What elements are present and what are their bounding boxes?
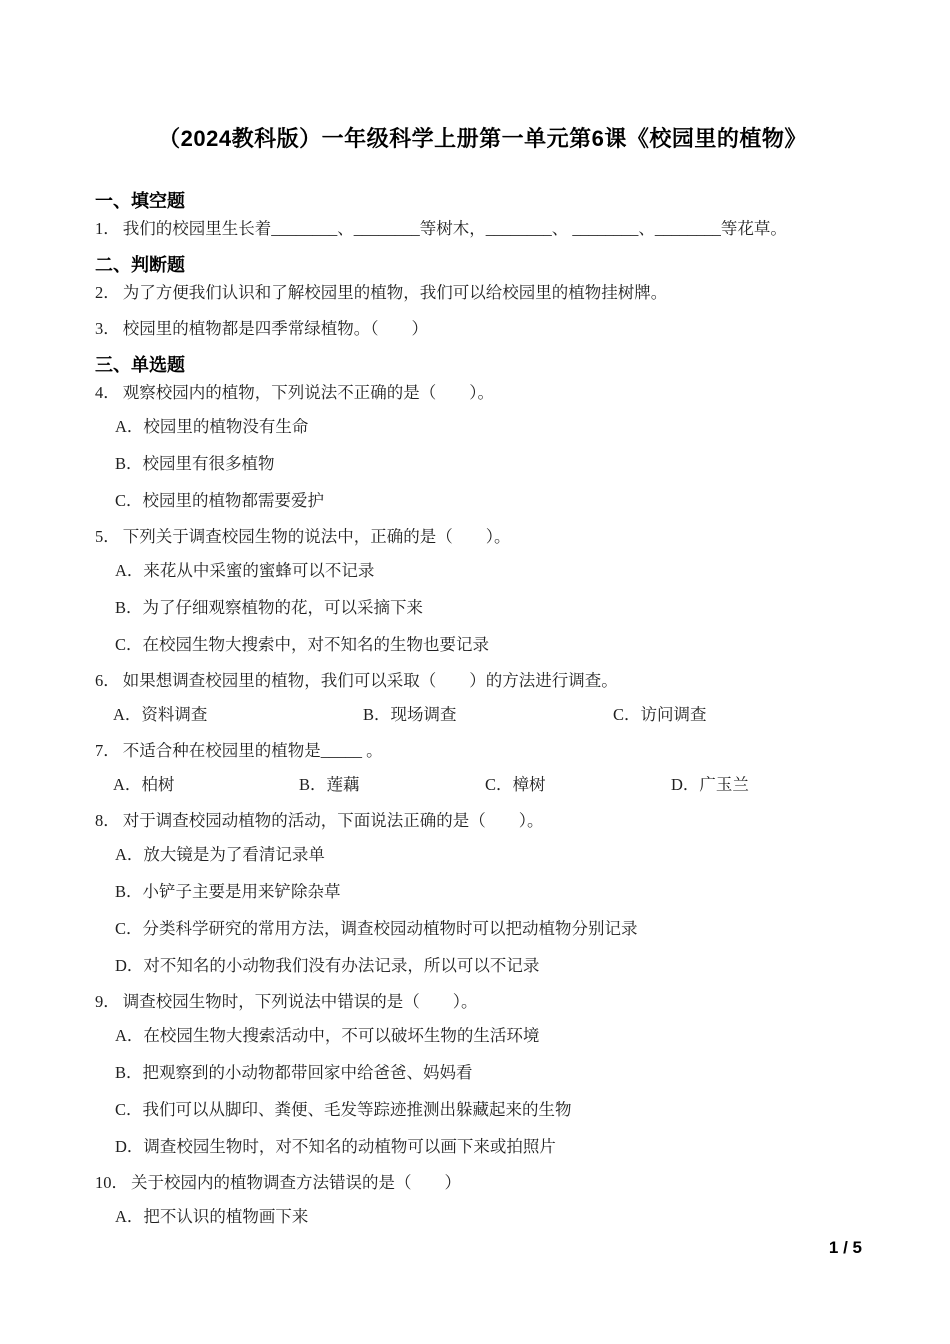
- question-number: 6．: [95, 671, 120, 690]
- option-c: C．樟树: [485, 775, 546, 794]
- option-b: B．校园里有很多植物: [115, 454, 275, 473]
- question-text: 关于校园内的植物调查方法错误的是（ ）: [131, 1173, 461, 1192]
- question-number: 7．: [95, 741, 120, 760]
- question-10: [95, 1172, 870, 1228]
- question-text: 对于调查校园动植物的活动，下面说法正确的是（ ）。: [122, 811, 544, 830]
- document-title: （2024教科版）一年级科学上册第一单元第6课《校园里的植物》: [158, 126, 807, 151]
- option-d: D．广玉兰: [671, 775, 749, 794]
- question-text: 校园里的植物都是四季常绿植物。（ ）: [122, 319, 428, 338]
- section-heading-true-false: 二、判断题: [95, 255, 185, 275]
- page-number: 1 / 5: [828, 1238, 862, 1257]
- option-a: A．在校园生物大搜索活动中，不可以破坏生物的生活环境: [115, 1026, 540, 1045]
- option-list: [95, 844, 870, 977]
- option-b: B．莲藕: [299, 775, 360, 794]
- option-d: D．对不知名的小动物我们没有办法记录，所以可以不记录: [115, 956, 540, 975]
- question-5: [95, 526, 870, 656]
- question-number: 10．: [95, 1173, 128, 1192]
- question-text: 调查校园生物时，下列说法中错误的是（ ）。: [122, 992, 478, 1011]
- question-text: 观察校园内的植物，下列说法不正确的是（ ）。: [122, 383, 494, 402]
- option-c: C．分类科学研究的常用方法，调查校园动植物时可以把动植物分别记录: [115, 919, 638, 938]
- question-9: [95, 991, 870, 1158]
- question-number: 9．: [95, 992, 120, 1011]
- section-heading-fill-blank: 一、填空题: [95, 191, 185, 211]
- question-number: 4．: [95, 383, 120, 402]
- question-text: 为了方便我们认识和了解校园里的植物，我们可以给校园里的植物挂树牌。: [122, 283, 668, 302]
- option-list: [95, 560, 870, 656]
- question-8: [95, 810, 870, 977]
- option-b: B．现场调查: [363, 705, 457, 724]
- question-2: [95, 282, 870, 304]
- question-number: 2．: [95, 283, 120, 302]
- option-b: B．小铲子主要是用来铲除杂草: [115, 882, 341, 901]
- option-a: A．把不认识的植物画下来: [115, 1207, 309, 1226]
- question-6: [95, 670, 870, 726]
- option-list: [95, 416, 870, 512]
- option-c: C．在校园生物大搜索中，对不知名的生物也要记录: [115, 635, 490, 654]
- question-1: [95, 218, 870, 240]
- option-a: A．柏树: [113, 775, 175, 794]
- question-4: [95, 382, 870, 512]
- option-list: [95, 1206, 870, 1228]
- question-number: 8．: [95, 811, 120, 830]
- option-c: C．访问调查: [613, 705, 707, 724]
- option-b: B．为了仔细观察植物的花，可以采摘下来: [115, 598, 424, 617]
- question-number: 5．: [95, 527, 120, 546]
- section-heading-single-choice: 三、单选题: [95, 355, 185, 375]
- question-number: 1．: [95, 219, 120, 238]
- option-a: A．来花从中采蜜的蜜蜂可以不记录: [115, 561, 375, 580]
- question-text: 如果想调查校园里的植物，我们可以采取（ ）的方法进行调查。: [122, 671, 618, 690]
- question-text: 我们的校园里生长着________、________等树木，________、 ________、________等花草。: [122, 219, 787, 238]
- option-c: C．校园里的植物都需要爱护: [115, 491, 325, 510]
- option-list: [95, 774, 870, 796]
- option-list: [95, 1025, 870, 1158]
- option-list: [95, 704, 870, 726]
- question-3: [95, 318, 870, 340]
- question-text: 下列关于调查校园生物的说法中，正确的是（ ）。: [122, 527, 511, 546]
- option-c: C．我们可以从脚印、粪便、毛发等踪迹推测出躲藏起来的生物: [115, 1100, 572, 1119]
- question-number: 3．: [95, 319, 120, 338]
- question-7: [95, 740, 870, 796]
- option-d: D．调查校园生物时，对不知名的动植物可以画下来或拍照片: [115, 1137, 556, 1156]
- option-a: A．放大镜是为了看清记录单: [115, 845, 325, 864]
- option-a: A．资料调查: [113, 705, 208, 724]
- option-a: A．校园里的植物没有生命: [115, 417, 309, 436]
- option-b: B．把观察到的小动物都带回家中给爸爸、妈妈看: [115, 1063, 473, 1082]
- question-text: 不适合种在校园里的植物是_____ 。: [122, 741, 383, 760]
